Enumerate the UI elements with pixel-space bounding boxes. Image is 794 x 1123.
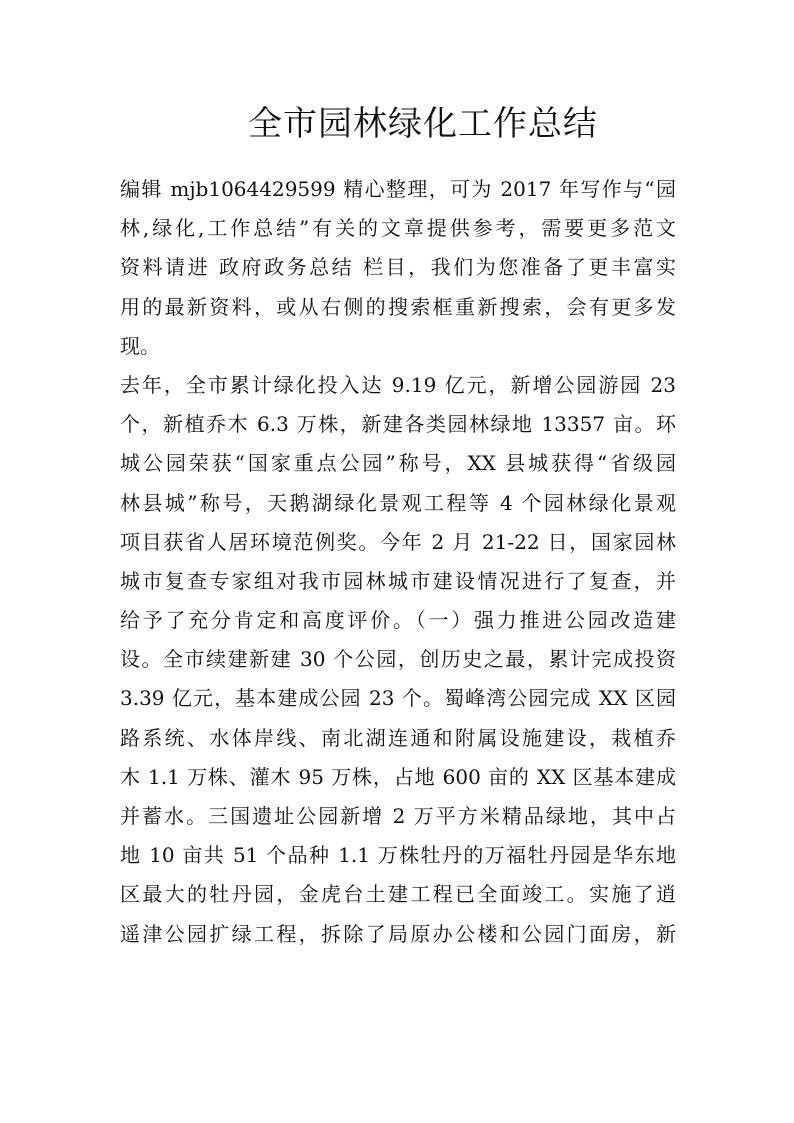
text-line: 3.39 亿元，基本建成公园 23 个。蜀峰湾公园完成 XX 区园 [120, 686, 676, 711]
text-line: 现。 [120, 333, 160, 358]
text-line: 资料请进 政府政务总结 栏目，我们为您准备了更丰富实 [120, 255, 676, 280]
text-line: 路系统、水体岸线、南北湖连通和附属设施建设，栽植乔 [120, 725, 676, 750]
text-line: 城公园荣获“国家重点公园”称号，XX 县城获得“省级园 [120, 451, 676, 476]
text-line: 区最大的牡丹园，金虎台土建工程已全面竣工。实施了逍 [120, 882, 676, 907]
text-line: 并蓄水。三国遗址公园新增 2 万平方米精品绿地，其中占 [120, 804, 676, 828]
text-line: 去年，全市累计绿化投入达 9.19 亿元，新增公园游园 23 [120, 372, 676, 397]
text-line: 设。全市续建新建 30 个公园，创历史之最，累计完成投资 [120, 647, 676, 672]
text-line: 用的最新资料，或从右侧的搜索框重新搜索，会有更多发 [120, 294, 676, 319]
text-line: 木 1.1 万株、灌木 95 万株，占地 600 亩的 XX 区基本建成 [120, 764, 676, 789]
text-line: 项目获省人居环境范例奖。今年 2 月 21-22 日，国家园林 [120, 529, 676, 554]
text-line: 给予了充分肯定和高度评价。（一）强力推进公园改造建 [120, 608, 676, 633]
text-line: 遥津公园扩绿工程，拆除了局原办公楼和公园门面房，新 [120, 921, 676, 946]
text-line: 林,绿化,工作总结”有关的文章提供参考，需要更多范文 [120, 216, 676, 241]
text-line: 个，新植乔木 6.3 万株，新建各类园林绿地 13357 亩。环 [120, 412, 676, 437]
document-title: 全市园林绿化工作总结 [248, 104, 598, 144]
text-line: 林县城”称号，天鹅湖绿化景观工程等 4 个园林绿化景观 [120, 490, 676, 515]
text-line: 编辑 mjb1064429599 精心整理，可为 2017 年写作与“园 [120, 177, 676, 201]
text-line: 地 10 亩共 51 个品种 1.1 万株牡丹的万福牡丹园是华东地 [120, 843, 676, 868]
document-body [120, 170, 676, 954]
text-line: 城市复查专家组对我市园林城市建设情况进行了复查，并 [120, 568, 676, 593]
